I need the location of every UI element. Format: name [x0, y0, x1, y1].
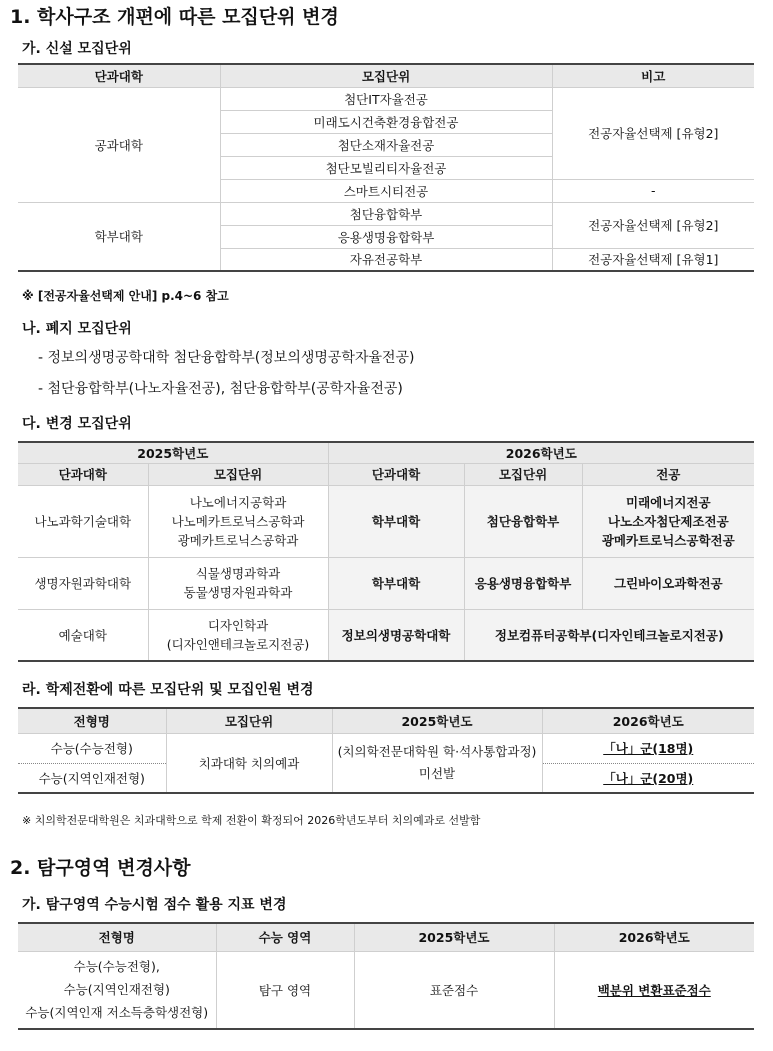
header-2026: 2026학년도	[542, 708, 754, 733]
new-units-table	[18, 63, 754, 272]
header-2025: 2025학년도	[354, 923, 554, 951]
new-unit-cell: 응용생명융합학부	[464, 557, 582, 609]
new-college-cell: 학부대학	[328, 485, 464, 557]
header-2025: 2025학년도	[18, 442, 328, 463]
unit-line: 동물생명자원과학과	[183, 585, 293, 600]
majors-cell: 그린바이오과학전공	[582, 557, 754, 609]
header-unit: 모집단위	[220, 64, 552, 87]
unit-line: 디자인학과	[207, 617, 269, 633]
section2a-title: 가. 탐구영역 수능시험 점수 활용 지표 변경	[22, 897, 287, 913]
header-unit: 모집단위	[166, 708, 332, 733]
unit-line: 나노에너지공학과	[189, 494, 287, 510]
type-cell	[18, 951, 216, 1029]
section1d-footnote: ※ 치의학전문대학원은 치과대학으로 학제 전환이 확정되어 2026학년도부터 치의예과로 선발함	[22, 814, 481, 827]
unit-line: 광메카트로닉스공학과	[177, 532, 299, 548]
header-college: 단과대학	[18, 64, 220, 87]
majors-cell	[582, 485, 754, 557]
units-cell	[148, 557, 328, 609]
type-cell: 수능(수능전형)	[18, 733, 166, 763]
y2025-cell	[332, 733, 542, 793]
major-line: 미래에너지전공	[626, 494, 711, 510]
college-cell: 예술대학	[18, 609, 148, 661]
y2026-cell: 백분위 변환표준점수	[554, 951, 754, 1029]
note-type2: 전공자율선택제 [유형2]	[552, 202, 754, 248]
header-unit: 모집단위	[464, 463, 582, 485]
abolished-item: - 첨단융합학부(나노자율전공), 첨단융합학부(공학자율전공)	[38, 381, 403, 397]
unit-line: 나노메카트로닉스공학과	[171, 513, 305, 529]
header-2026: 2026학년도	[328, 442, 754, 463]
header-college: 단과대학	[328, 463, 464, 485]
unit-row: 미래도시건축환경융합전공	[220, 110, 552, 133]
header-area: 수능 영역	[216, 923, 354, 951]
note-type1: 전공자율선택제 [유형1]	[552, 248, 754, 271]
unit-row: 첨단융합학부	[220, 202, 552, 225]
y2026-cell: 「나」군(18명)	[542, 733, 754, 763]
units-cell	[148, 485, 328, 557]
new-college-cell: 정보의생명공학대학	[328, 609, 464, 661]
abolished-item: - 정보의생명공학대학 첨단융합학부(정보의생명공학자율전공)	[38, 350, 415, 366]
header-type: 전형명	[18, 708, 166, 733]
major-line: 광메카트로닉스공학전공	[601, 532, 735, 548]
unit-line: (디자인앤테크놀로지전공)	[166, 636, 310, 652]
section1a-footnote: ※ [전공자율선택제 안내] p.4~6 참고	[22, 289, 229, 303]
type-cell: 수능(지역인재전형)	[18, 763, 166, 793]
header-type: 전형명	[18, 923, 216, 951]
unit-cell: 치과대학 치의예과	[166, 733, 332, 793]
college-cell: 생명자원과학대학	[18, 557, 148, 609]
new-unit-cell: 정보컴퓨터공학부(디자인테크놀로지전공)	[464, 609, 754, 661]
y2025-line: (치의학전문대학원 학·석사통합과정)	[337, 743, 537, 759]
type-line: 수능(수능전형),	[73, 959, 160, 975]
header-unit: 모집단위	[148, 463, 328, 485]
unit-row: 첨단소재자율전공	[220, 133, 552, 156]
section2-title: 2. 탐구영역 변경사항	[10, 857, 191, 879]
note-dash: -	[552, 179, 754, 202]
note-type2: 전공자율선택제 [유형2]	[552, 87, 754, 179]
dental-table	[18, 707, 754, 794]
units-cell	[148, 609, 328, 661]
changed-units-table	[18, 441, 754, 662]
unit-line: 식물생명과학과	[195, 566, 281, 581]
inquiry-table	[18, 922, 754, 1030]
new-unit-cell: 첨단융합학부	[464, 485, 582, 557]
area-cell: 탐구 영역	[216, 951, 354, 1029]
unit-row: 스마트시티전공	[220, 179, 552, 202]
header-college: 단과대학	[18, 463, 148, 485]
type-line: 수능(지역인재 저소득층학생전형)	[25, 1005, 209, 1021]
header-2025: 2025학년도	[332, 708, 542, 733]
type-line: 수능(지역인재전형)	[63, 982, 170, 998]
college-cell: 나노과학기술대학	[18, 485, 148, 557]
unit-row: 자유전공학부	[220, 248, 552, 271]
college-engineering: 공과대학	[18, 87, 220, 202]
unit-row: 첨단모빌리티자율전공	[220, 156, 552, 179]
major-line: 나노소자첨단제조전공	[607, 513, 729, 529]
header-2026: 2026학년도	[554, 923, 754, 951]
y2026-cell: 「나」군(20명)	[542, 763, 754, 793]
section1-title: 1. 학사구조 개편에 따른 모집단위 변경	[10, 6, 339, 28]
y2025-cell: 표준점수	[354, 951, 554, 1029]
section1a-title: 가. 신설 모집단위	[22, 41, 132, 57]
y2025-line: 미선발	[418, 765, 456, 781]
unit-row: 첨단IT자율전공	[220, 87, 552, 110]
section1b-title: 나. 폐지 모집단위	[22, 321, 132, 337]
unit-row: 응용생명융합학부	[220, 225, 552, 248]
new-college-cell: 학부대학	[328, 557, 464, 609]
header-major: 전공	[582, 463, 754, 485]
college-undergrad: 학부대학	[18, 202, 220, 271]
header-note: 비고	[552, 64, 754, 87]
section1d-title: 라. 학제전환에 따른 모집단위 및 모집인원 변경	[22, 682, 314, 698]
section1c-title: 다. 변경 모집단위	[22, 416, 132, 432]
